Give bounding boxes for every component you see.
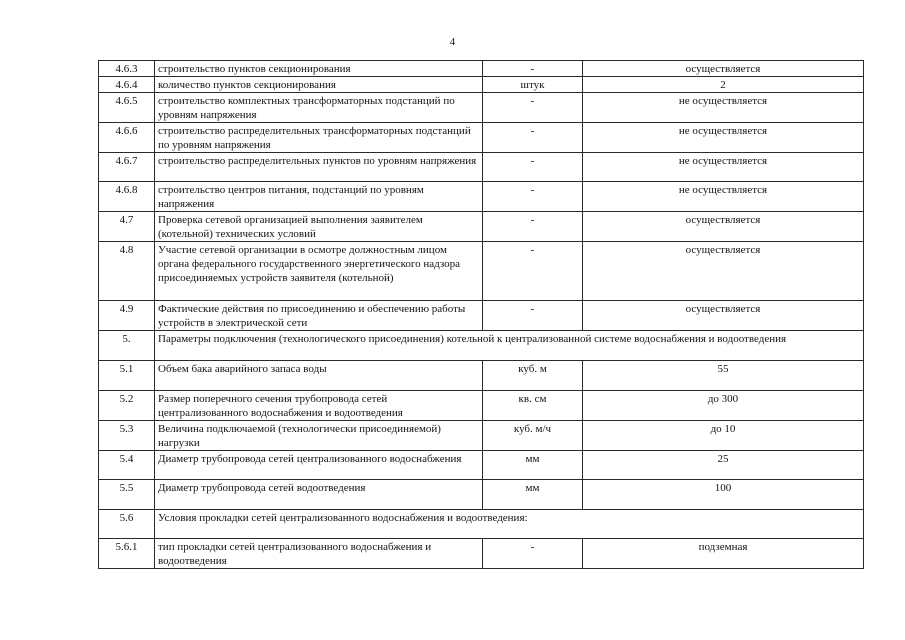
row-value: 100: [583, 480, 864, 510]
row-description: строительство комплектных трансформаторных подстанций по уровням напряжения: [155, 93, 483, 123]
row-number: 5.6: [99, 510, 155, 539]
row-value: осуществляется: [583, 242, 864, 301]
row-number: 5.6.1: [99, 539, 155, 569]
row-value: до 10: [583, 421, 864, 451]
row-description: Величина подключаемой (технологически присоединяемой) нагрузки: [155, 421, 483, 451]
row-value: не осуществляется: [583, 153, 864, 182]
row-number: 4.7: [99, 212, 155, 242]
section-row: [99, 331, 864, 361]
row-unit: -: [483, 182, 583, 212]
table-row: [99, 391, 864, 421]
row-value: 55: [583, 361, 864, 391]
row-unit: мм: [483, 451, 583, 480]
row-value: до 300: [583, 391, 864, 421]
row-unit: куб. м/ч: [483, 421, 583, 451]
table-row: [99, 77, 864, 93]
row-number: 4.6.6: [99, 123, 155, 153]
row-description: Участие сетевой организации в осмотре должностным лицом органа федерального государственного энергетического надзора присоединяемых устройств заявителя (котельной): [155, 242, 483, 301]
row-description: строительство центров питания, подстанций по уровням напряжения: [155, 182, 483, 212]
row-number: 4.6.8: [99, 182, 155, 212]
row-number: 5.4: [99, 451, 155, 480]
row-unit: мм: [483, 480, 583, 510]
table-row: [99, 421, 864, 451]
row-value: осуществляется: [583, 61, 864, 77]
row-value: 25: [583, 451, 864, 480]
table-row: [99, 182, 864, 212]
row-value: 2: [583, 77, 864, 93]
row-description: Размер поперечного сечения трубопровода сетей централизованного водоснабжения и водоотведения: [155, 391, 483, 421]
row-description: количество пунктов секционирования: [155, 77, 483, 93]
row-number: 5.3: [99, 421, 155, 451]
table-row: [99, 301, 864, 331]
row-description: строительство распределительных трансформаторных подстанций по уровням напряжения: [155, 123, 483, 153]
row-number: 5.: [99, 331, 155, 361]
row-unit: -: [483, 212, 583, 242]
row-value: не осуществляется: [583, 123, 864, 153]
row-description: строительство пунктов секционирования: [155, 61, 483, 77]
section-row: [99, 510, 864, 539]
table-row: [99, 361, 864, 391]
table-row: [99, 242, 864, 301]
table-row: [99, 480, 864, 510]
row-value: не осуществляется: [583, 182, 864, 212]
row-unit: штук: [483, 77, 583, 93]
row-number: 4.8: [99, 242, 155, 301]
row-unit: -: [483, 242, 583, 301]
table-row: [99, 153, 864, 182]
row-value: подземная: [583, 539, 864, 569]
row-unit: кв. см: [483, 391, 583, 421]
row-unit: -: [483, 539, 583, 569]
row-number: 5.5: [99, 480, 155, 510]
row-unit: -: [483, 153, 583, 182]
row-number: 5.1: [99, 361, 155, 391]
row-value: осуществляется: [583, 301, 864, 331]
table-row: [99, 93, 864, 123]
section-heading: Условия прокладки сетей централизованного водоснабжения и водоотведения:: [155, 510, 864, 539]
row-unit: -: [483, 301, 583, 331]
row-value: осуществляется: [583, 212, 864, 242]
row-number: 4.9: [99, 301, 155, 331]
row-description: Фактические действия по присоединению и обеспечению работы устройств в электрической сети: [155, 301, 483, 331]
table-row: [99, 539, 864, 569]
table-row: [99, 212, 864, 242]
row-unit: -: [483, 61, 583, 77]
row-number: 4.6.3: [99, 61, 155, 77]
row-number: 4.6.7: [99, 153, 155, 182]
row-unit: -: [483, 93, 583, 123]
table-row: [99, 61, 864, 77]
row-description: строительство распределительных пунктов по уровням напряжения: [155, 153, 483, 182]
row-unit: куб. м: [483, 361, 583, 391]
section-heading: Параметры подключения (технологического присоединения) котельной к централизованной системе водоснабжения и водоотведения: [155, 331, 864, 361]
parameters-table: [98, 60, 864, 569]
row-value: не осуществляется: [583, 93, 864, 123]
page-number: 4: [449, 36, 456, 48]
row-description: Объем бака аварийного запаса воды: [155, 361, 483, 391]
table-row: [99, 123, 864, 153]
row-description: Диаметр трубопровода сетей водоотведения: [155, 480, 483, 510]
row-number: 4.6.5: [99, 93, 155, 123]
row-number: 5.2: [99, 391, 155, 421]
row-number: 4.6.4: [99, 77, 155, 93]
row-description: Проверка сетевой организацией выполнения заявителем (котельной) технических условий: [155, 212, 483, 242]
table-row: [99, 451, 864, 480]
row-unit: -: [483, 123, 583, 153]
row-description: тип прокладки сетей централизованного водоснабжения и водоотведения: [155, 539, 483, 569]
row-description: Диаметр трубопровода сетей централизованного водоснабжения: [155, 451, 483, 480]
